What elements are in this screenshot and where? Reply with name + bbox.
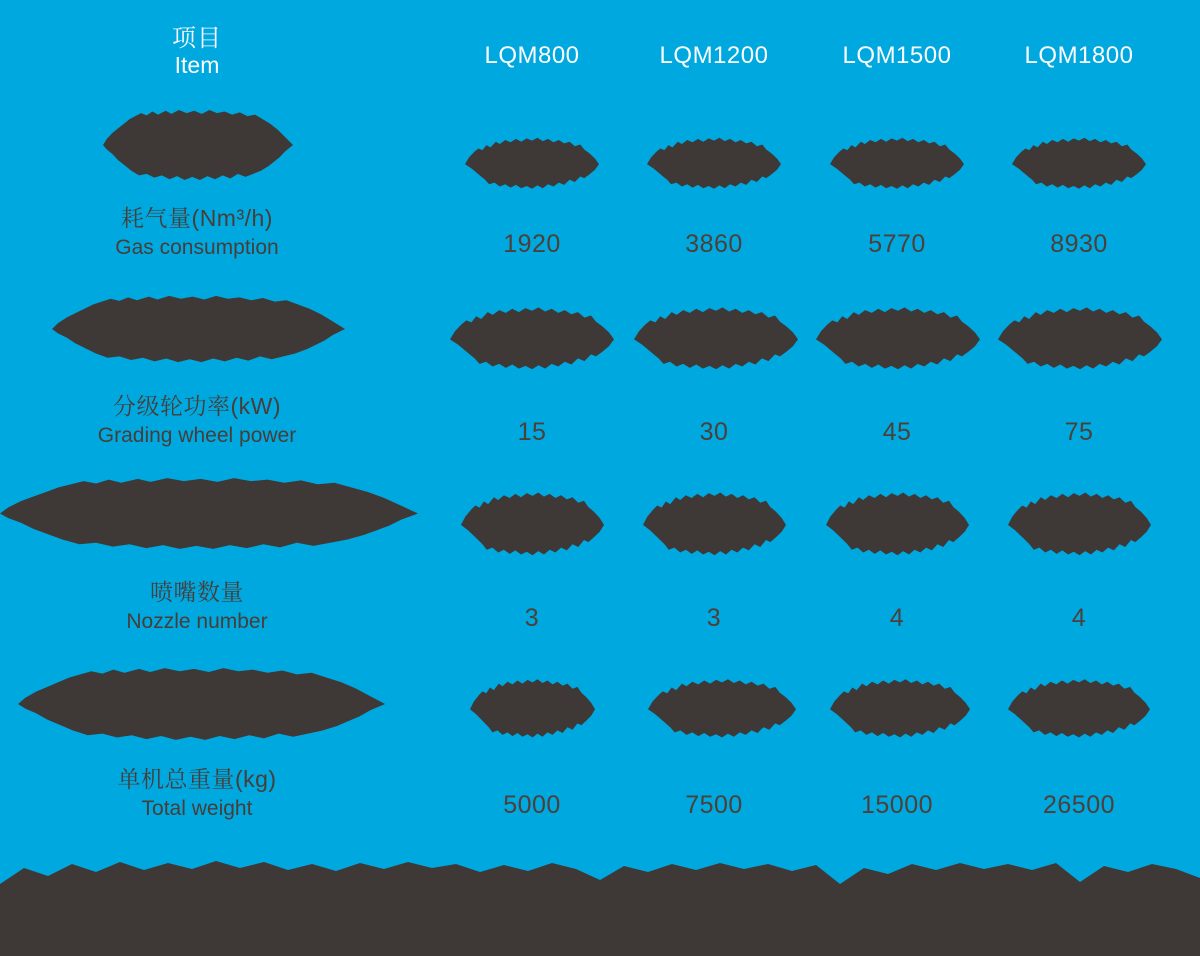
cell-value: 3860 [685,229,743,258]
redacted-row-label-blob [0,475,418,552]
redacted-value-blob [634,304,798,372]
row-label [0,391,394,450]
row-label-en: Total weight [141,797,253,820]
redacted-value-blob [826,489,969,558]
redacted-footnote-area [0,856,1200,956]
redacted-row-label-blob [103,107,293,183]
redacted-value-blob [470,676,595,740]
column-header-lqm1200: LQM1200 [659,42,769,69]
table-header-item [0,25,394,78]
column-header-lqm1800: LQM1800 [1024,42,1134,69]
redacted-value-blob [647,135,781,191]
cell-value: 4 [889,603,905,632]
row-label-zh: 喷嘴数量 [150,579,244,605]
row-label-zh: 耗气量(Nm³/h) [121,205,273,231]
row-label-en: Nozzle number [126,610,268,633]
row-label-zh: 分级轮功率(kW) [112,393,282,419]
redacted-row-label-blob [52,293,345,365]
row-label-zh: 单机总重量(kg) [117,766,277,792]
cell-value: 5770 [868,229,926,258]
row-label [0,577,394,636]
redacted-value-blob [830,676,970,740]
table-row-gas-consumption [0,203,1200,265]
cell-value: 26500 [1042,790,1116,819]
redacted-value-blob [830,135,964,191]
header-item-en: Item [174,52,220,78]
cell-value: 4 [1071,603,1087,632]
column-header-lqm800: LQM800 [484,42,580,69]
header-item-zh: 项目 [172,25,222,52]
redacted-value-blob [1008,489,1151,558]
redacted-value-blob [450,304,614,372]
cell-value: 5000 [503,790,561,819]
cell-value: 7500 [685,790,743,819]
redacted-value-blob [643,489,786,558]
table-row-nozzle-number [0,577,1200,639]
redacted-value-blob [648,676,796,740]
cell-value: 3 [706,603,722,632]
cell-value: 15000 [860,790,934,819]
table-row-grading-wheel-power [0,391,1200,453]
row-label [0,203,394,262]
row-label-en: Grading wheel power [97,424,297,447]
cell-value: 8930 [1050,229,1108,258]
cell-value: 3 [524,603,540,632]
table-row-total-weight [0,764,1200,826]
redacted-row-label-blob [18,665,385,743]
cell-value: 1920 [503,229,561,258]
redacted-value-blob [1012,135,1146,191]
redacted-value-blob [465,135,599,191]
redacted-value-blob [998,304,1162,372]
redacted-value-blob [1008,676,1150,740]
row-label-en: Gas consumption [115,236,279,259]
cell-value: 30 [699,417,729,446]
cell-value: 15 [517,417,547,446]
cell-value: 45 [882,417,912,446]
redacted-value-blob [461,489,604,558]
redacted-value-blob [816,304,980,372]
column-header-lqm1500: LQM1500 [842,42,952,69]
row-label [0,764,394,823]
cell-value: 75 [1064,417,1094,446]
